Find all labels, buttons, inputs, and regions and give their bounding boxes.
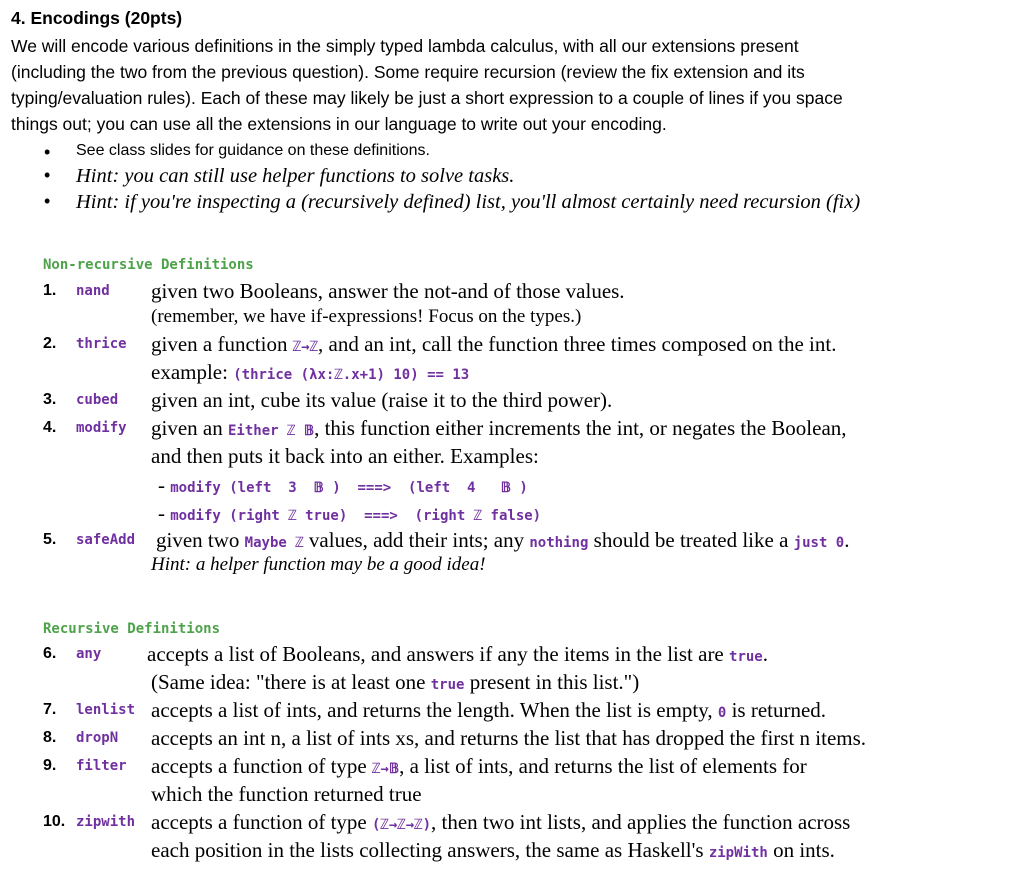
text-segment: - [158, 473, 171, 497]
code-segment: ℤ→𝔹 [372, 761, 400, 777]
description [151, 725, 866, 751]
intro-line: We will encode various definitions in the simply typed lambda calculus, with all our extensions present [11, 36, 799, 56]
text-segment: given an [151, 416, 228, 440]
item-number: 10. [43, 813, 66, 830]
item-number: 9. [43, 757, 57, 774]
item-number: 3. [43, 391, 57, 408]
description [147, 641, 768, 670]
description [151, 387, 612, 413]
text-segment: given a function [151, 332, 293, 356]
definition-continuation [0, 669, 1024, 695]
description [151, 415, 847, 444]
text-segment: accepts a list of ints, and returns the length. When the list is empty, [151, 698, 718, 722]
text-segment: each position in the lists collecting answers, the same as Haskell's [151, 838, 709, 862]
code-segment: modify (left 3 𝔹 ) ===> (left 4 𝔹 ) [170, 480, 528, 496]
text-segment: (remember, we have if-expressions! Focus on the types.) [151, 306, 582, 327]
item-number: 2. [43, 335, 57, 352]
code-segment: true [430, 677, 465, 693]
definition-item-nand [0, 278, 1024, 304]
function-name: dropN [76, 730, 119, 746]
definition-continuation [0, 443, 1024, 469]
intro-line: typing/evaluation rules). Each of these may likely be just a short expression to a couple of lines if you space [11, 88, 843, 108]
definition-continuation [0, 359, 1024, 385]
bullet-dot: • [44, 142, 51, 162]
item-number: 4. [43, 419, 57, 436]
definition-item-any [0, 641, 1024, 667]
code-segment: just 0 [793, 535, 845, 551]
text-segment: accepts a function of type [151, 754, 372, 778]
text-segment: should be treated like a [588, 528, 794, 552]
text-segment: - [158, 501, 171, 525]
function-name: thrice [76, 336, 127, 352]
text-segment: (Same idea: "there is at least one [151, 670, 431, 694]
code-segment: ℤ→ℤ [292, 339, 319, 355]
text-segment: Hint: a helper function may be a good idea! [151, 554, 486, 575]
text-segment: example: [151, 360, 234, 384]
question-title: 4. Encodings (20pts) [11, 8, 183, 28]
definition-item-thrice [0, 331, 1024, 357]
description [151, 359, 469, 388]
bullet-text: See class slides for guidance on these definitions. [76, 142, 430, 159]
intro-line: (including the two from the previous question). Some require recursion (review the fix extension and its [11, 62, 805, 82]
description [151, 669, 639, 698]
description [151, 304, 581, 330]
description [151, 697, 826, 726]
text-segment: . [762, 642, 768, 666]
text-segment: given two Booleans, answer the not-and of those values. [151, 279, 625, 303]
function-name: any [76, 646, 102, 662]
description [151, 781, 422, 807]
code-segment: true [729, 649, 763, 665]
code-segment: Maybe ℤ [244, 535, 304, 551]
bullet-dot: • [44, 165, 51, 185]
text-segment: given two [156, 528, 245, 552]
description [151, 331, 836, 360]
text-segment: and then puts it back into an either. Examples: [151, 444, 539, 468]
intro-line: things out; you can use all the extensions in our language to write out your encoding. [11, 114, 667, 134]
code-segment: (ℤ→ℤ→ℤ) [372, 817, 432, 833]
definition-continuation [0, 500, 1024, 526]
function-name: modify [76, 420, 127, 436]
function-name: zipwith [76, 814, 136, 830]
code-segment: Either ℤ 𝔹 [227, 423, 315, 439]
description [151, 753, 807, 782]
bullet-text: Hint: if you're inspecting a (recursively defined) list, you'll almost certainly need recursion (fix) [76, 191, 861, 213]
text-segment: . [844, 528, 850, 552]
function-name: safeAdd [76, 532, 136, 548]
function-name: cubed [76, 392, 119, 408]
text-segment: , then two int lists, and applies the function across [431, 810, 851, 834]
text-segment: on ints. [767, 838, 835, 862]
item-number: 6. [43, 645, 57, 662]
item-number: 7. [43, 701, 57, 718]
definition-item-dropN [0, 725, 1024, 751]
section-heading-recursive: Recursive Definitions [43, 621, 221, 637]
code-segment: nothing [529, 535, 589, 551]
description [151, 552, 486, 578]
definition-continuation [0, 781, 1024, 807]
item-number: 5. [43, 531, 57, 548]
text-segment: , a list of ints, and returns the list of elements for [399, 754, 807, 778]
text-segment: which the function returned true [151, 782, 422, 806]
function-name: nand [76, 283, 110, 299]
code-segment: modify (right ℤ true) ===> (right ℤ false) [170, 508, 542, 524]
text-segment: accepts a list of Booleans, and answers if any the items in the list are [147, 642, 730, 666]
definition-item-zipwith [0, 809, 1024, 835]
description [151, 278, 625, 304]
definition-continuation [0, 472, 1024, 498]
definition-item-lenlist [0, 697, 1024, 723]
text-segment: present in this list.") [464, 670, 640, 694]
description [151, 443, 539, 469]
definition-continuation [0, 304, 1024, 330]
code-segment: zipWith [708, 845, 768, 861]
text-segment: accepts a function of type [151, 810, 372, 834]
definition-item-cubed [0, 387, 1024, 413]
description [158, 500, 541, 529]
code-segment: 0 [717, 705, 727, 721]
code-segment: (thrice (λx:ℤ.x+1) 10) == 13 [233, 367, 470, 383]
item-number: 8. [43, 729, 57, 746]
description [158, 472, 528, 501]
definition-item-modify [0, 415, 1024, 441]
bullet-dot: • [44, 191, 51, 211]
item-number: 1. [43, 282, 57, 299]
bullet-text: Hint: you can still use helper functions to solve tasks. [76, 165, 515, 187]
definition-item-safeAdd [0, 527, 1024, 553]
text-segment: accepts an int n, a list of ints xs, and returns the list that has dropped the first n items. [151, 726, 867, 750]
description [151, 809, 850, 838]
description [151, 837, 835, 866]
text-segment: given an int, cube its value (raise it to the third power). [151, 388, 613, 412]
definition-continuation [0, 837, 1024, 863]
text-segment: is returned. [726, 698, 827, 722]
definition-item-filter [0, 753, 1024, 779]
text-segment: , and an int, call the function three times composed on the int. [318, 332, 837, 356]
text-segment: , this function either increments the int, or negates the Boolean, [314, 416, 847, 440]
function-name: lenlist [76, 702, 136, 718]
section-heading-nonrecursive: Non-recursive Definitions [43, 257, 254, 273]
text-segment: values, add their ints; any [303, 528, 530, 552]
definition-continuation [0, 552, 1024, 578]
function-name: filter [76, 758, 127, 774]
